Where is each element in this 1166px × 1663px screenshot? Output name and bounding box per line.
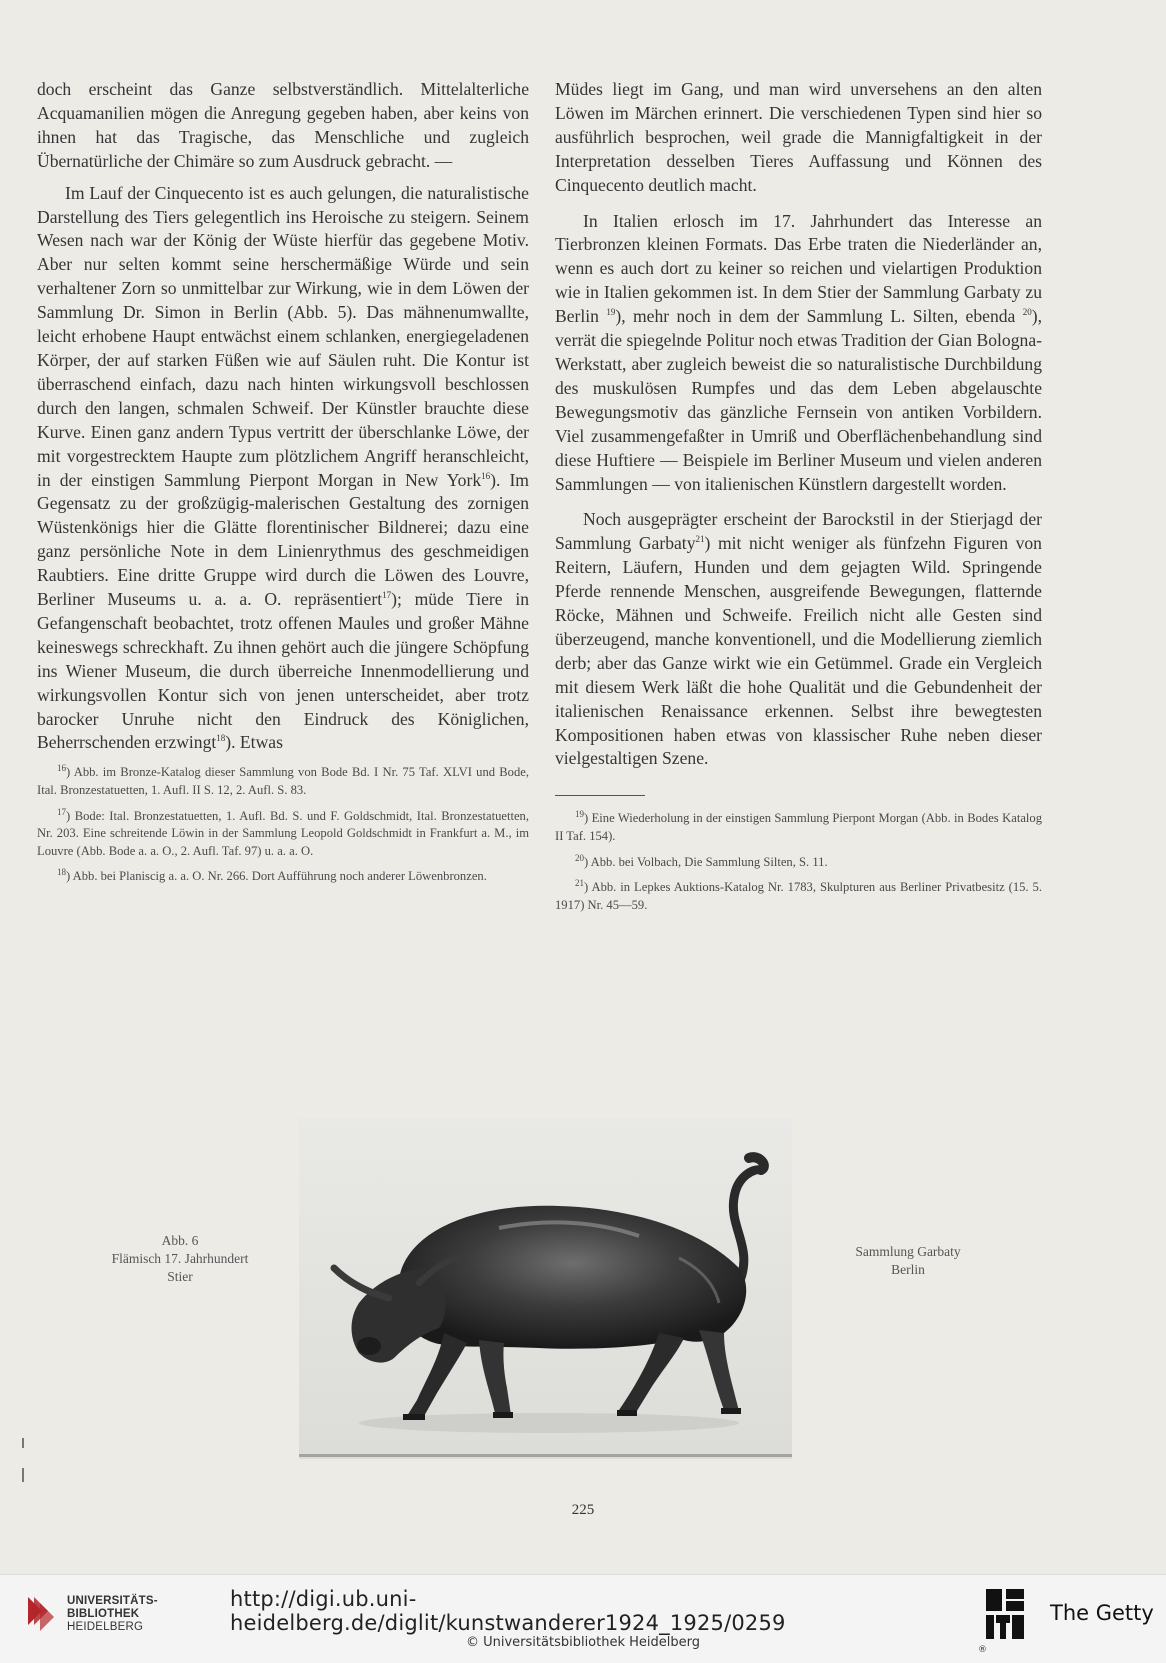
figure-caption-right: Sammlung Garbaty Berlin — [855, 1244, 961, 1277]
bull-sculpture-image — [299, 1118, 792, 1459]
footnote: $^{21}$) Abb. in Lepkes Auktions-Katalog Nr. 1783, Skulpturen aus Berliner Privatbesitz (15. 5. 1917) Nr. 45—59. — [555, 877, 1042, 912]
footnote-ref[interactable]: 21 — [695, 534, 705, 545]
margin-mark — [22, 1438, 24, 1448]
footnote: $^{20}$) Abb. bei Volbach, Die Sammlung Silten, S. 11. — [575, 852, 828, 869]
footnote-ref[interactable]: 18 — [216, 733, 226, 744]
paragraph: doch erscheint das Ganze selbstverständlich. Mittelalterliche Acquamanilien mögen die Anregung gegeben haben, aber keins von ihnen hat das Tragische, das Menschliche und zugleich Übernatürliche der Chimäre so zum Ausdruck gebracht. — — [37, 79, 529, 171]
paragraph: Noch ausgeprägter erscheint der Barockstil in der Stierjagd der Sammlung Garbaty$^{21}$) mit nicht weniger als fünfzehn Figuren von Reitern, Läufern, Hunden und dem gejagten Wild. Springende Pferde rennende Menschen, ausgreifende Bewegungen, flatternde Röcke, Mähnen und Schweife. Freilich nicht alle Gesten sind überzeugend, manche konventionell, und die Modellierung ziemlich derb; aber das Ganze wirkt wie ein Getümmel. Grade ein Vergleich mit diesem Werk läßt die hohe Qualität und die Gebundenheit der italienischen Renaissance erkennen. Selbst ihre bewegtesten Kompositionen haben etwas von klassischer Ruhe neben dieser vielgestaltigen Szene. — [555, 509, 1042, 769]
university-library-name[interactable]: UNIVERSITÄTS- BIBLIOTHEK HEIDELBERG — [67, 1595, 158, 1633]
footnote: $^{18}$) Abb. bei Planiscig a. a. O. Nr. 266. Dort Aufführung noch anderer Löwenbronzen. — [57, 867, 487, 884]
university-library-logo-icon — [22, 1589, 62, 1639]
getty-logo-icon — [982, 1585, 1028, 1645]
footnote: $^{16}$) Abb. im Bronze-Katalog dieser Sammlung von Bode Bd. I Nr. 75 Taf. XLVI und Bode, Ital. Bronzestatuetten, 1. Aufl. II S. 12, 2. Aufl. S. 83. — [37, 763, 529, 797]
partner-name[interactable]: The Getty — [1050, 1601, 1154, 1625]
copyright-notice: © Universitätsbibliothek Heidelberg — [465, 1635, 700, 1650]
left-column — [37, 78, 529, 888]
figure-caption-left: Abb. 6 Flämisch 17. Jahrhundert Stier — [111, 1233, 249, 1284]
footnotes-right — [555, 810, 1042, 914]
right-column — [555, 78, 1042, 916]
footnote-ref[interactable]: 16 — [481, 470, 491, 481]
footnote-ref[interactable]: 20 — [1022, 307, 1032, 318]
registered-mark: ® — [978, 1645, 987, 1655]
footnote-ref[interactable]: 19 — [606, 307, 616, 318]
permalink-url[interactable]: http://digi.ub.uni-heidelberg.de/diglit/kunstwanderer1924_1925/0259 — [230, 1587, 786, 1635]
paragraph: In Italien erlosch im 17. Jahrhundert das Interesse an Tierbronzen kleinen Formats. Das Erbe traten die Niederländer an, wenn es auch dort zu keiner so reichen und vielartigen Produktion wie in Italien gekommen ist. In dem Stier der Sammlung Garbaty zu Berlin $^{19}$), mehr noch in dem der Sammlung L. Silten, ebenda $^{20}$), verrät die spiegelnde Politur noch etwas Tradition der Gian Bologna-Werkstatt, aber zugleich beweist die so naturalistische Durchbildung des muskulösen Rumpfes und das dem Leben abgelauschte Bewegungsmotiv das gänzliche Fernsein von antiken Vorbildern. Viel zusammengefaßter in Umriß und Oberflächenbehandlung sind diese Huftiere — Beispiele im Berliner Museum und vielen anderen Sammlungen — von italienischen Künstlern dargestellt worden. — [555, 210, 1042, 494]
footnote: $^{17}$) Bode: Ital. Bronzestatuetten, 1. Aufl. Bd. S. und F. Goldschmidt, Ital. Bronzestatuetten, Nr. 203. Eine schreitende Löwin in der Sammlung Leopold Goldschmidt in Frankfurt a. M., im Louvre (Abb. Bode a. a. O., 2. Aufl. Taf. 97) u. a. a. O. — [37, 806, 529, 858]
footnote-divider — [555, 795, 645, 796]
paragraph: Im Lauf der Cinquecento ist es auch gelungen, die naturalistische Darstellung des Tiers gelegentlich ins Heroische zu steigern. Seinem Wesen nach war der König der Wüste hierfür das gegebene Motiv. Aber nur selten kommt seine herschermäßige Würde und sein verhaltener Zorn so unmittelbar zur Wirkung, wie in dem Löwen der Sammlung Dr. Simon in Berlin (Abb. 5). Das mähnenumwallte, leicht erhobene Haupt entwächst einem schlanken, energiegeladenen Körper, der auf starken Füßen wie auf Säulen ruht. Die Kontur ist überraschend einfach, dazu nach hinten wirkungsvoll beschlossen durch den langen, schmalen Schweif. Der Künstler brauchte diese Kurve. Einen ganz andern Typus vertritt der überschlanke Löwe, der mit vorgestrecktem Haupte zum plötzlichem Angriff heranschleicht, in der einstigen Sammlung Pierpont Morgan in New York$^{16}$). Im Gegensatz zu der großzügig-malerischen Gestaltung des zornigen Wüstenkönigs hier die Glätte florentinischer Bildnerei; dazu eine ganz persönliche Note in dem Linienrythmus des geschmeidigen Raubtiers. Eine dritte Gruppe wird durch die Löwen des Louvre, Berliner Museums u. a. a. O. repräsentiert$^{17}$); müde Tiere in Gefangenschaft beobachtet, trotz offenen Maules und großer Mähne keineswegs schreckhaft. Zu ihnen gehört auch die jüngere Schöpfung ins Wiener Museum, die durch überreiche Innenmodellierung und wirkungsvollen Kontur sich von jenen unterscheidet, aber trotz barocker Unruhe nicht den Eindruck des Königlichen, Beherrschenden erzwingt$^{18}$). Etwas — [37, 182, 530, 753]
page-number: 225 — [571, 1502, 595, 1518]
footnotes-left — [37, 764, 529, 886]
bull-figure-photo — [299, 1118, 792, 1459]
paragraph: Müdes liegt im Gang, und man wird unversehens an den alten Löwen im Märchen erinnert. Die verschiedenen Typen sind hier so ausführlich besprochen, weil grade die Mannigfaltigkeit in der Interpretation desselben Tieres Auffassung und Können des Cinquecento deutlich macht. — [555, 79, 1042, 195]
footnote-ref[interactable]: 17 — [382, 590, 392, 601]
viewer-footer — [0, 1574, 1166, 1663]
margin-mark — [22, 1468, 24, 1482]
footnote: $^{19}$) Eine Wiederholung in der einstigen Sammlung Pierpont Morgan (Abb. in Bodes Katalog II Taf. 154). — [555, 809, 1042, 843]
